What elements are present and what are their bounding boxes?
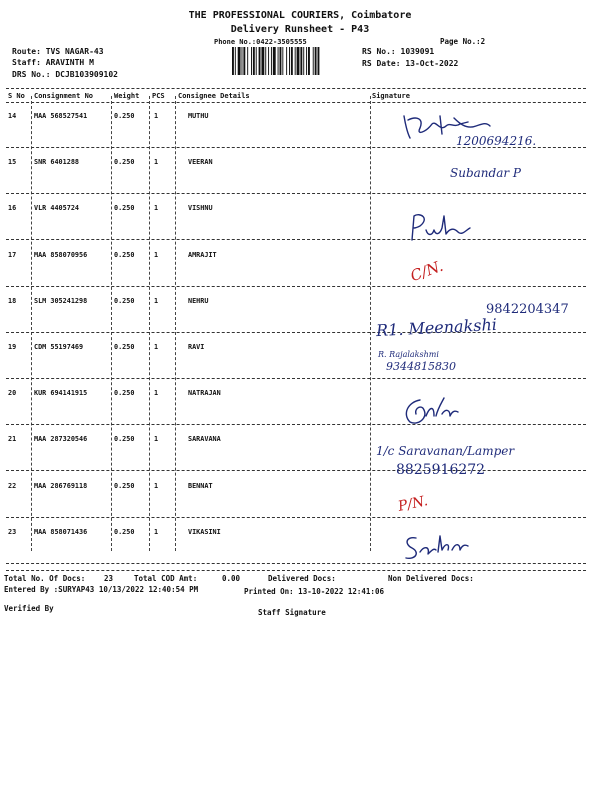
cell-consignee: RAVI bbox=[188, 343, 205, 351]
cell-sno: 22 bbox=[8, 482, 17, 490]
runsheet-title: Delivery Runsheet - P43 bbox=[230, 24, 370, 35]
col-header-weight: Weight bbox=[114, 92, 140, 100]
cell-consignment: MAA 858070956 bbox=[34, 251, 88, 259]
barcode bbox=[232, 47, 349, 75]
row-divider bbox=[6, 517, 586, 518]
signature-row-23 bbox=[402, 530, 474, 564]
cell-pcs: 1 bbox=[154, 528, 159, 536]
handwritten-note: P/N. bbox=[396, 493, 430, 515]
staff-signature: Staff Signature bbox=[258, 608, 326, 617]
cell-sno: 14 bbox=[8, 112, 17, 120]
cell-consignment: SNR 6401288 bbox=[34, 158, 80, 166]
cell-pcs: 1 bbox=[154, 251, 159, 259]
cell-sno: 16 bbox=[8, 204, 17, 212]
total-cod-value: 0.00 bbox=[222, 574, 241, 583]
row-divider bbox=[6, 286, 586, 287]
row-divider bbox=[6, 563, 586, 564]
cell-sno: 21 bbox=[8, 435, 17, 443]
header-top-rule bbox=[6, 88, 586, 89]
row-divider bbox=[6, 378, 586, 379]
cell-pcs: 1 bbox=[154, 435, 159, 443]
cell-weight: 0.250 bbox=[114, 389, 135, 397]
rs-date: RS Date: 13-Oct-2022 bbox=[362, 59, 459, 68]
cell-sno: 18 bbox=[8, 297, 17, 305]
non-delivered-docs-label: Non Delivered Docs: bbox=[388, 574, 474, 583]
footer-rule bbox=[6, 570, 586, 571]
cell-pcs: 1 bbox=[154, 297, 159, 305]
cell-sno: 15 bbox=[8, 158, 17, 166]
handwritten-phone: 9344815830 bbox=[386, 360, 456, 373]
cell-consignee: BENNAT bbox=[188, 482, 213, 490]
handwritten-phone: 8825916272 bbox=[396, 462, 486, 478]
total-cod-label: Total COD Amt: bbox=[134, 574, 198, 583]
cell-weight: 0.250 bbox=[114, 435, 135, 443]
entered-by: Entered By :SURYAP43 10/13/2022 12:40:54 PM bbox=[4, 585, 199, 594]
column-divider bbox=[31, 96, 32, 551]
col-header-consignee: Consignee Details bbox=[178, 92, 250, 100]
cell-consignee: AMRAJIT bbox=[188, 251, 217, 259]
cell-consignee: NEHRU bbox=[188, 297, 209, 305]
cell-consignee: MUTHU bbox=[188, 112, 209, 120]
delivered-docs-label: Delivered Docs: bbox=[268, 574, 336, 583]
col-header-sno: S No bbox=[8, 92, 25, 100]
cell-weight: 0.250 bbox=[114, 343, 135, 351]
cell-weight: 0.250 bbox=[114, 112, 135, 120]
cell-consignment: MAA 568527541 bbox=[34, 112, 88, 120]
cell-weight: 0.250 bbox=[114, 528, 135, 536]
handwritten-note: 1/c Saravanan/Lamper bbox=[376, 444, 515, 458]
cell-sno: 19 bbox=[8, 343, 17, 351]
printed-on: Printed On: 13-10-2022 12:41:06 bbox=[244, 587, 384, 596]
header-bottom-rule bbox=[6, 102, 586, 103]
cell-consignment: KUR 694141915 bbox=[34, 389, 88, 397]
row-divider bbox=[6, 239, 586, 240]
cell-weight: 0.250 bbox=[114, 297, 135, 305]
row-divider bbox=[6, 424, 586, 425]
cell-sno: 17 bbox=[8, 251, 17, 259]
column-divider bbox=[149, 96, 150, 551]
cell-consignee: VEERAN bbox=[188, 158, 213, 166]
rs-number: RS No.: 1039091 bbox=[362, 47, 435, 56]
handwritten-phone: 9842204347 bbox=[486, 302, 569, 317]
cell-consignment: MAA 858071436 bbox=[34, 528, 88, 536]
cell-consignee: VISHNU bbox=[188, 204, 213, 212]
cell-pcs: 1 bbox=[154, 112, 159, 120]
route-info: Route: TVS NAGAR-43 bbox=[12, 47, 104, 56]
cell-pcs: 1 bbox=[154, 204, 159, 212]
verified-by: Verified By bbox=[4, 604, 54, 613]
col-header-signature: Signature bbox=[372, 92, 410, 100]
col-header-pcs: PCS bbox=[152, 92, 165, 100]
cell-weight: 0.250 bbox=[114, 158, 135, 166]
total-docs-value: 23 bbox=[104, 574, 114, 583]
cell-consignee: VIKASINI bbox=[188, 528, 221, 536]
cell-sno: 20 bbox=[8, 389, 17, 397]
total-docs-label: Total No. Of Docs: bbox=[4, 574, 86, 583]
column-divider bbox=[370, 96, 371, 551]
cell-consignment: MAA 287320546 bbox=[34, 435, 88, 443]
col-header-consignment: Consignment No bbox=[34, 92, 94, 100]
signature-row-20 bbox=[400, 394, 460, 428]
cell-consignment: MAA 286769118 bbox=[34, 482, 88, 490]
handwritten-note: C/N. bbox=[407, 256, 446, 286]
handwritten-note: R. Rajalakshmi bbox=[378, 350, 439, 359]
drs-number: DRS No.: DCJB103909102 bbox=[12, 70, 118, 79]
row-divider bbox=[6, 193, 586, 194]
row-divider bbox=[6, 470, 586, 471]
cell-sno: 23 bbox=[8, 528, 17, 536]
page-number: Page No.:2 bbox=[440, 37, 486, 46]
cell-pcs: 1 bbox=[154, 482, 159, 490]
cell-pcs: 1 bbox=[154, 343, 159, 351]
cell-weight: 0.250 bbox=[114, 482, 135, 490]
company-title: THE PROFESSIONAL COURIERS, Coimbatore bbox=[188, 10, 412, 21]
cell-consignment: VLR 4405724 bbox=[34, 204, 80, 212]
cell-consignment: SLM 305241298 bbox=[34, 297, 88, 305]
cell-weight: 0.250 bbox=[114, 204, 135, 212]
cell-consignee: SARAVANA bbox=[188, 435, 221, 443]
cell-consignment: CDM 55197469 bbox=[34, 343, 84, 351]
cell-pcs: 1 bbox=[154, 158, 159, 166]
handwritten-note: Subandar P bbox=[450, 166, 521, 180]
cell-consignee: NATRAJAN bbox=[188, 389, 221, 397]
column-divider bbox=[175, 96, 176, 551]
handwritten-name: R1. Meenakshi bbox=[375, 314, 498, 341]
signature-row-16 bbox=[404, 210, 474, 246]
column-divider bbox=[111, 96, 112, 551]
cell-weight: 0.250 bbox=[114, 251, 135, 259]
row-divider bbox=[6, 332, 586, 333]
phone-number: Phone No.:0422-3505555 bbox=[214, 38, 307, 46]
staff-info: Staff: ARAVINTH M bbox=[12, 58, 94, 67]
cell-pcs: 1 bbox=[154, 389, 159, 397]
handwritten-phone: 1200694216. bbox=[456, 134, 537, 148]
